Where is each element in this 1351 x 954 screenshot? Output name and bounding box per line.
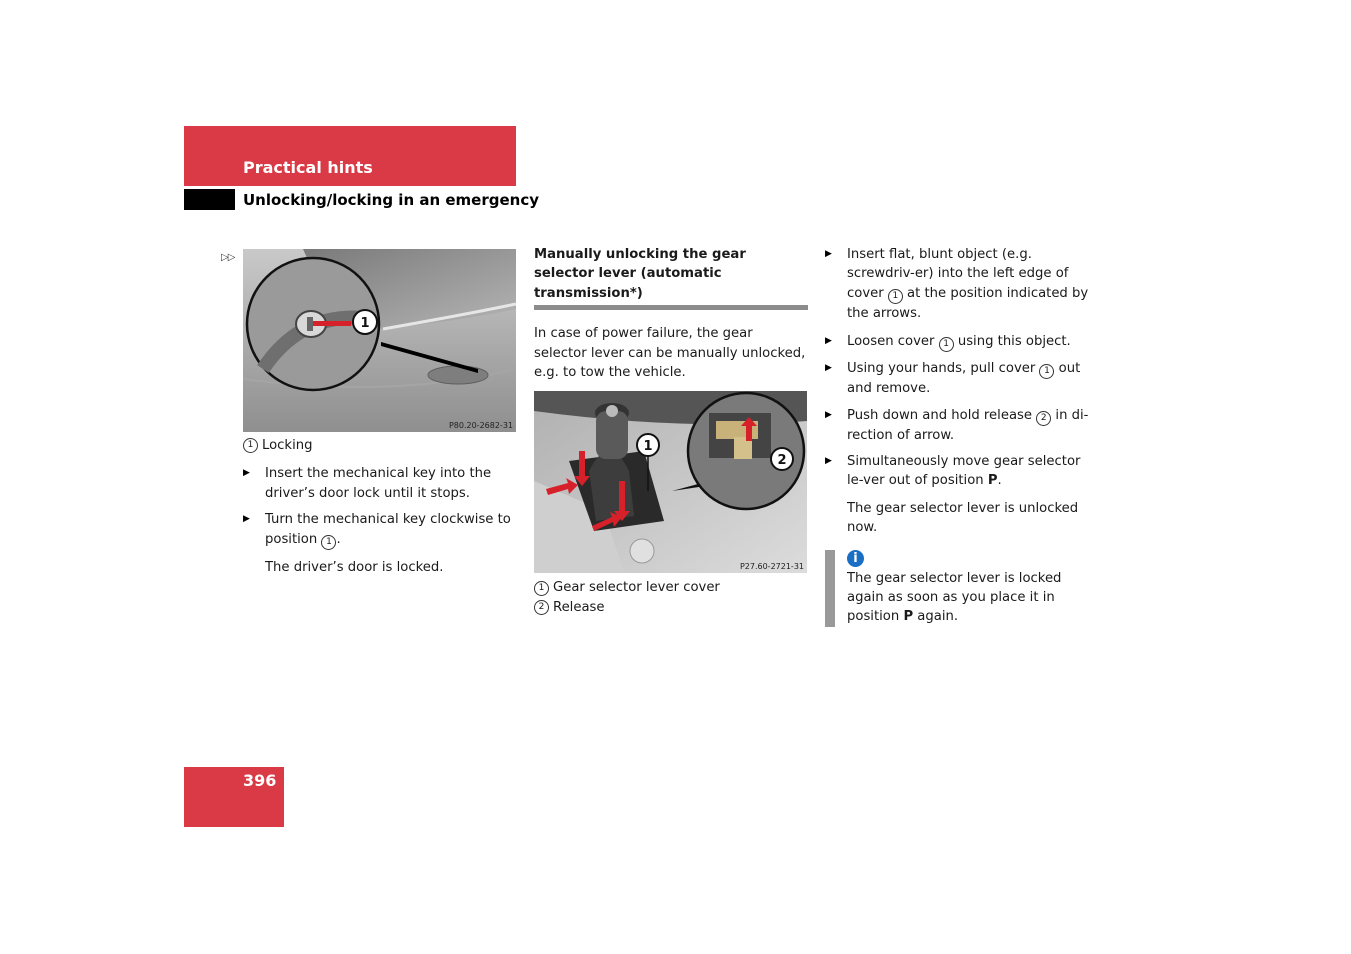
bullet-triangle-icon: ▶ — [825, 456, 832, 467]
note-bar — [825, 550, 835, 627]
figure-code: P27.60-2721-31 — [739, 562, 804, 572]
note-text: The gear selector lever is locked again as soon as you place it in position P again. — [847, 570, 1062, 625]
legend-label: Locking — [262, 438, 313, 453]
callout-1: 1 — [360, 316, 370, 331]
result-text: The gear selector lever is unlocked now. — [847, 500, 1079, 536]
bullet-triangle-icon: ▶ — [825, 363, 832, 374]
bullet-triangle-icon: ▶ — [825, 336, 832, 347]
column-door-lock — [243, 249, 517, 577]
instruction-step — [243, 510, 517, 549]
legend-label: Gear selector lever cover — [553, 580, 720, 596]
bullet-triangle-icon: ▶ — [243, 514, 250, 525]
column-steps — [825, 245, 1100, 627]
section-heading: Manually unlocking the gear selector lever (automatic transmission*) — [534, 245, 808, 310]
bullet-triangle-icon: ▶ — [243, 468, 250, 479]
instruction-step — [825, 406, 1100, 445]
bullet-triangle-icon: ▶ — [825, 249, 832, 259]
info-icon: i — [847, 550, 864, 567]
number-badge: 1 — [321, 535, 336, 550]
result-text: The driver’s door is locked. — [265, 559, 444, 575]
number-badge: 1 — [534, 581, 549, 596]
instruction-step — [825, 452, 1100, 491]
continued-marker: ▷▷ — [221, 252, 235, 263]
gear-selector-illustration — [534, 391, 807, 573]
intro-text: In case of power failure, the gear selector lever can be manually unlocked, e.g. to tow the vehicle. — [534, 326, 806, 381]
step-text: Loosen cover 1 using this object. — [847, 332, 1100, 352]
figure-gear-selector — [534, 391, 807, 573]
legend-item — [534, 598, 808, 617]
number-badge: 2 — [534, 600, 549, 615]
step-text: Insert flat, blunt object (e.g. screwdriv-er) into the left edge of cover 1 at the position indicated by the arrows. — [847, 247, 1089, 321]
step-text: Using your hands, pull cover 1 out and remove. — [847, 361, 1081, 397]
subsection-marker — [184, 189, 235, 210]
step-text: Simultaneously move gear selector le-ver out of position P. — [847, 454, 1081, 489]
step-text: Insert the mechanical key into the driver’s door lock until it stops. — [265, 466, 492, 501]
callout-1: 1 — [643, 439, 653, 455]
number-badge: 1 — [888, 289, 903, 304]
number-badge: 1 — [243, 438, 258, 453]
legend-label: Release — [553, 599, 605, 615]
legend-item — [243, 436, 517, 455]
column-gear-selector — [534, 245, 808, 617]
step-text: Turn the mechanical key clockwise to position 1 . — [265, 510, 517, 549]
section-title: Practical hints — [243, 158, 373, 177]
figure-door-lock — [243, 249, 516, 432]
number-badge: 1 — [939, 337, 954, 352]
info-note — [825, 550, 1100, 627]
legend-item — [534, 578, 808, 597]
instruction-step — [825, 359, 1100, 398]
number-badge: 2 — [1036, 411, 1051, 426]
instruction-step — [825, 332, 1100, 352]
figure-code: P80.20-2682-31 — [448, 421, 513, 430]
step-text: Push down and hold release 2 in di-rection of arrow. — [847, 407, 1089, 443]
door-lock-illustration — [243, 249, 516, 432]
callout-2: 2 — [777, 453, 787, 469]
instruction-step — [825, 245, 1100, 323]
instruction-step — [243, 464, 517, 503]
number-badge: 1 — [1039, 364, 1054, 379]
page-number: 396 — [243, 771, 277, 790]
subsection-title: Unlocking/locking in an emergency — [243, 191, 540, 209]
bullet-triangle-icon: ▶ — [825, 409, 832, 420]
